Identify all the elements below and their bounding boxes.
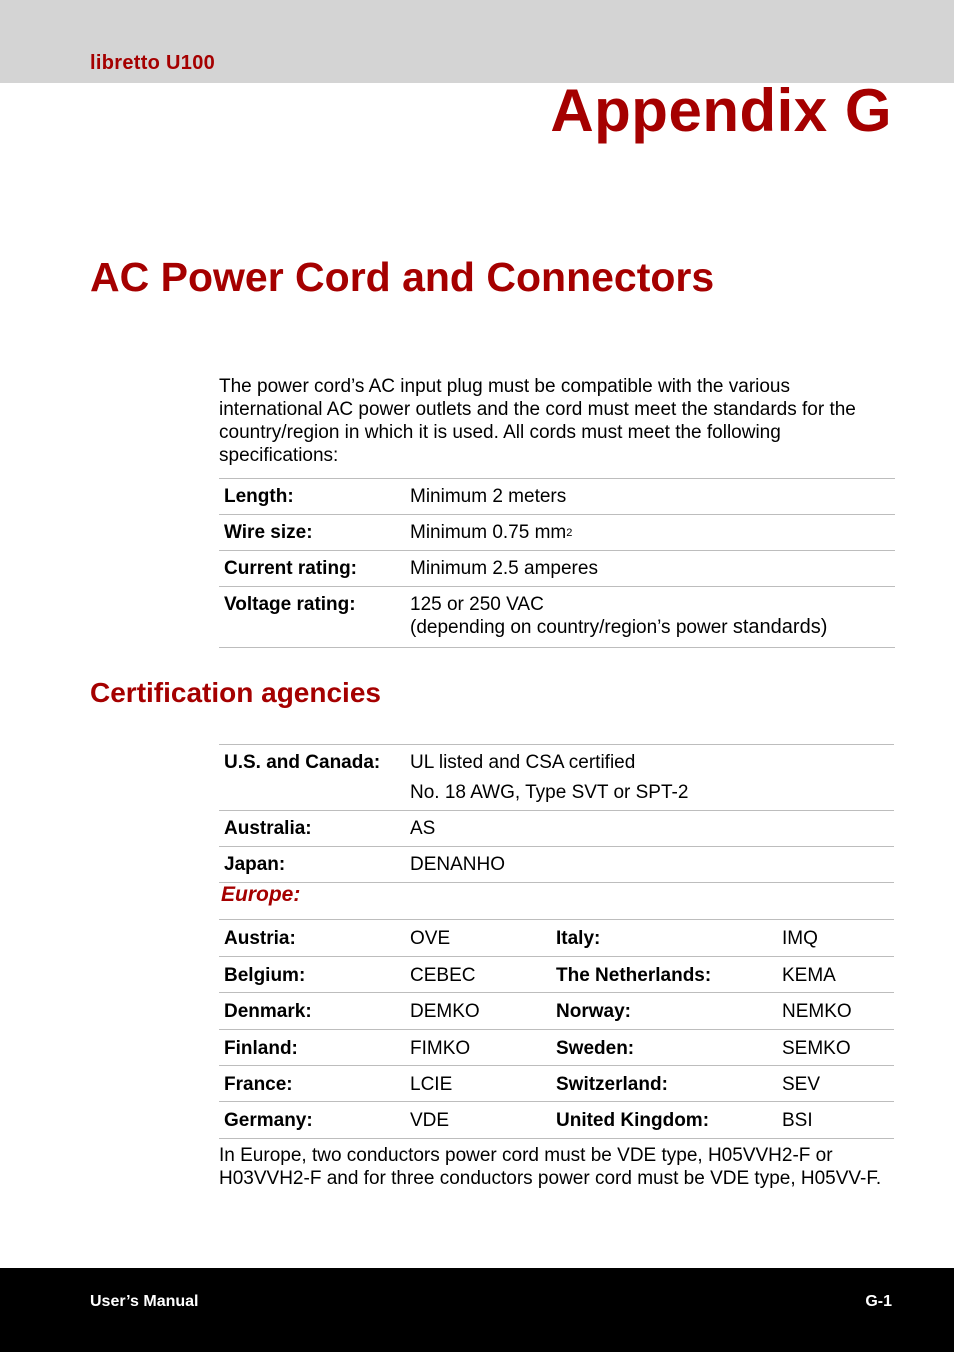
- country-label: The Netherlands:: [551, 956, 777, 992]
- agency-label: Australia:: [219, 811, 405, 847]
- agency-label: U.S. and Canada:: [219, 745, 405, 811]
- spec-value: Minimum 2.5 amperes: [405, 551, 895, 587]
- table-row: [219, 993, 894, 1029]
- table-row: [219, 551, 895, 587]
- table-row: [219, 811, 894, 847]
- country-label: Austria:: [219, 920, 405, 956]
- agency-value: DEMKO: [405, 993, 551, 1029]
- spec-label: Current rating:: [219, 551, 405, 587]
- appendix-title: Appendix G: [550, 77, 892, 144]
- agency-value: FIMKO: [405, 1029, 551, 1065]
- country-label: Switzerland:: [551, 1066, 777, 1102]
- europe-note: In Europe, two conductors power cord must be VDE type, H05VVH2-F or H03VVH2-F and for three conductors power cord must be VDE type, H05VV-F.: [219, 1145, 882, 1189]
- spec-label: Wire size:: [219, 515, 405, 551]
- spec-table: [219, 478, 895, 648]
- spec-value: [405, 515, 895, 551]
- table-row: [219, 956, 894, 992]
- spec-value-line2-text: (depending on country/region’s power: [410, 617, 733, 638]
- spec-value-text: Minimum 0.75 mm: [410, 522, 567, 543]
- agency-value: DENANHO: [405, 847, 894, 883]
- agency-value: OVE: [405, 920, 551, 956]
- spec-value: Minimum 2 meters: [405, 479, 895, 515]
- spec-label: Length:: [219, 479, 405, 515]
- spec-value-line2: [410, 616, 895, 639]
- agency-value-line1: UL listed and CSA certified: [410, 752, 636, 773]
- certification-table: [219, 744, 894, 920]
- footer-manual-label: User’s Manual: [90, 1293, 199, 1310]
- europe-header-row: [219, 883, 894, 920]
- europe-table: [219, 920, 894, 1139]
- table-row: [219, 1066, 894, 1102]
- table-row: [219, 1102, 894, 1138]
- product-name: libretto U100: [90, 52, 216, 74]
- agency-value: LCIE: [405, 1066, 551, 1102]
- table-row: [219, 587, 895, 648]
- table-row: [219, 745, 894, 811]
- agency-value: AS: [405, 811, 894, 847]
- country-label: France:: [219, 1066, 405, 1102]
- agency-value: CEBEC: [405, 956, 551, 992]
- intro-paragraph: The power cord’s AC input plug must be compatible with the various international AC power outlets and the cord must meet the standards for the country/region in which it is used. All cords must meet the following specifications:: [219, 376, 856, 466]
- country-label: Belgium:: [219, 956, 405, 992]
- page-number: G-1: [865, 1293, 892, 1310]
- agency-value-line2: No. 18 AWG, Type SVT or SPT-2: [410, 782, 689, 803]
- agency-value: VDE: [405, 1102, 551, 1138]
- spec-label: Voltage rating:: [219, 587, 405, 648]
- europe-label: Europe:: [221, 883, 301, 906]
- country-label: Sweden:: [551, 1029, 777, 1065]
- agency-value: BSI: [777, 1102, 894, 1138]
- table-row: [219, 1029, 894, 1065]
- table-row: [219, 515, 895, 551]
- spec-value-line1: 125 or 250 VAC: [410, 594, 544, 615]
- country-label: Norway:: [551, 993, 777, 1029]
- agency-value: KEMA: [777, 956, 894, 992]
- country-label: United Kingdom:: [551, 1102, 777, 1138]
- section-title: AC Power Cord and Connectors: [90, 254, 715, 300]
- agency-value: SEV: [777, 1066, 894, 1102]
- country-label: Finland:: [219, 1029, 405, 1065]
- agency-label: Japan:: [219, 847, 405, 883]
- country-label: Italy:: [551, 920, 777, 956]
- country-label: Germany:: [219, 1102, 405, 1138]
- spec-value: [405, 587, 895, 648]
- table-row: [219, 920, 894, 956]
- spec-value-line2-end: standards): [732, 616, 828, 638]
- europe-header-cell: [219, 883, 894, 920]
- superscript: 2: [566, 527, 573, 539]
- country-label: Denmark:: [219, 993, 405, 1029]
- table-row: [219, 479, 895, 515]
- agency-value: IMQ: [777, 920, 894, 956]
- agency-value: SEMKO: [777, 1029, 894, 1065]
- agency-value: [405, 745, 894, 811]
- table-row: [219, 847, 894, 883]
- certification-title: Certification agencies: [90, 677, 381, 708]
- agency-value: NEMKO: [777, 993, 894, 1029]
